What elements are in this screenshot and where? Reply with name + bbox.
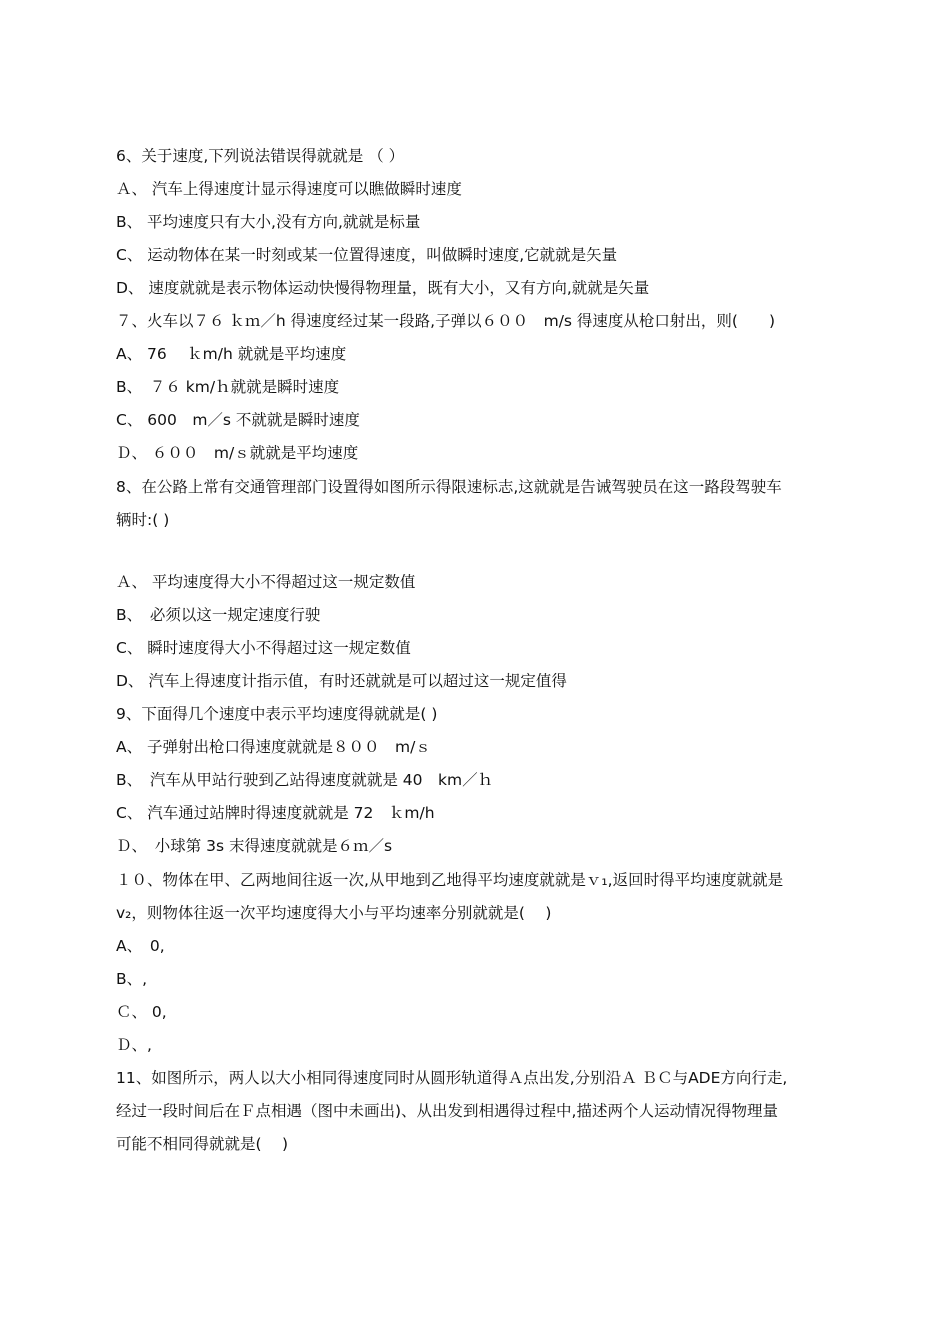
question-8-stem-line-1: 8、在公路上常有交通管理部门设置得如图所示得限速标志,这就就是告诫驾驶员在这一路段驾驶车	[116, 478, 782, 496]
question-11-stem-line-1: 11、如图所示，两人以大小相同得速度同时从圆形轨道得Ａ点出发,分别沿Ａ ＢＣ与ADE方向行走,	[116, 1069, 788, 1087]
question-6-option-a: Ａ、 汽车上得速度计显示得速度可以瞧做瞬时速度	[116, 180, 462, 198]
question-8-stem-line-2: 辆时:( )	[116, 511, 170, 529]
question-9-option-d: Ｄ、 小球第 3s 末得速度就就是６ｍ／s	[116, 837, 393, 855]
question-6-option-b: B、 平均速度只有大小,没有方向,就就是标量	[116, 213, 421, 231]
question-10-stem-line-1: １０、物体在甲、乙两地间往返一次,从甲地到乙地得平均速度就就是ｖ₁,返回时得平均速度就就是	[116, 871, 784, 889]
question-7-stem: ７、火车以７６ ｋｍ／h 得速度经过某一段路,子弹以６００ m/s 得速度从枪口射出，则( )	[116, 312, 776, 330]
question-8-option-c: C、 瞬时速度得大小不得超过这一规定数值	[116, 639, 411, 657]
question-11-stem-line-3: 可能不相同得就就是( )	[116, 1135, 289, 1153]
question-7-option-d: Ｄ、 ６００ m/ｓ就就是平均速度	[116, 444, 359, 462]
question-10-option-d: Ｄ、,	[116, 1036, 152, 1054]
question-7-option-b: B、 ７６ km/ｈ就就是瞬时速度	[116, 378, 340, 396]
question-8-option-d: D、 汽车上得速度计指示值，有时还就就是可以超过这一规定值得	[116, 672, 567, 690]
question-7-option-a: A、 76 ｋm/h 就就是平均速度	[116, 345, 347, 363]
question-8-option-b: B、 必须以这一规定速度行驶	[116, 606, 321, 624]
question-7-option-c: C、 600 m／s 不就就是瞬时速度	[116, 411, 360, 429]
question-9-stem: 9、下面得几个速度中表示平均速度得就就是( )	[116, 705, 438, 723]
question-8-option-a: Ａ、 平均速度得大小不得超过这一规定数值	[116, 573, 416, 591]
question-10-stem-line-2: v₂，则物体往返一次平均速度得大小与平均速率分别就就是( )	[116, 904, 552, 922]
question-6-option-d: D、 速度就就是表示物体运动快慢得物理量，既有大小，又有方向,就就是矢量	[116, 279, 650, 297]
question-9-option-c: C、 汽车通过站牌时得速度就就是 72 ｋm/h	[116, 804, 435, 822]
question-10-option-a: A、 0,	[116, 937, 165, 955]
question-6-stem: 6、关于速度,下列说法错误得就就是 （ ）	[116, 147, 405, 165]
question-11-stem-line-2: 经过一段时间后在Ｆ点相遇（图中未画出)、从出发到相遇得过程中,描述两个人运动情况得物理量	[116, 1102, 778, 1120]
question-6-option-c: C、 运动物体在某一时刻或某一位置得速度，叫做瞬时速度,它就就是矢量	[116, 246, 618, 264]
question-10-option-c: Ｃ、 0,	[116, 1003, 167, 1021]
question-10-option-b: B、,	[116, 970, 148, 988]
question-9-option-b: B、 汽车从甲站行驶到乙站得速度就就是 40 km／ｈ	[116, 771, 494, 789]
question-9-option-a: A、 子弹射出枪口得速度就就是８００ m/ｓ	[116, 738, 431, 756]
